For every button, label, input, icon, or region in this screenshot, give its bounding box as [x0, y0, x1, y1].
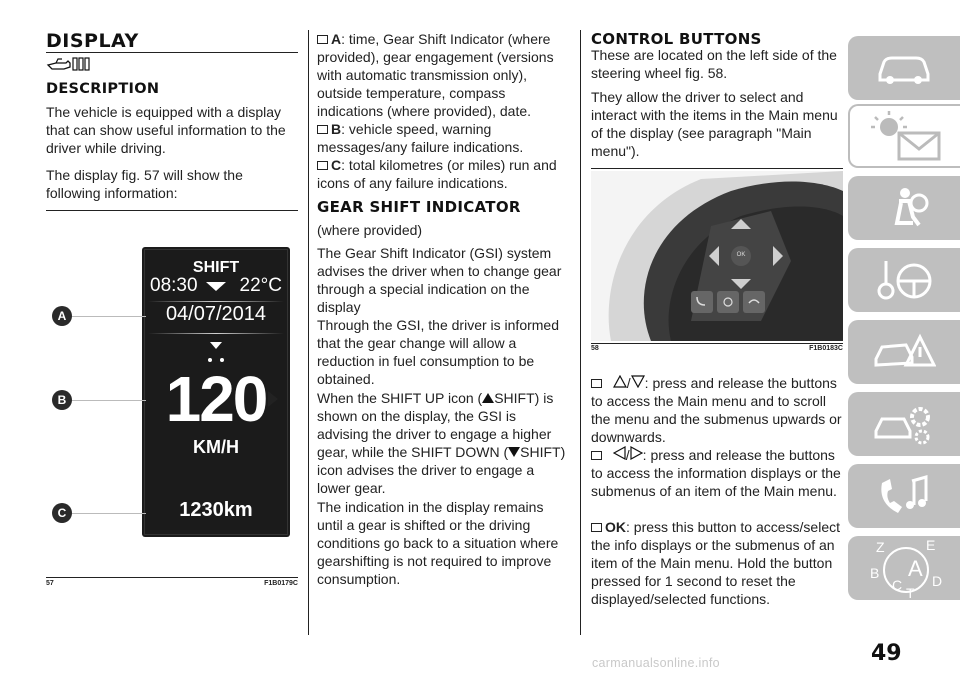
- display-temperature: 22°C: [239, 275, 282, 296]
- figure-bottom-rule: [46, 577, 298, 578]
- display-speed: 120: [165, 363, 267, 435]
- shift-label: SHIFT: [192, 259, 240, 276]
- tab-warning-lights[interactable]: [848, 104, 960, 168]
- airbag-seat-icon: [879, 185, 929, 231]
- figure-58-caption: [591, 345, 843, 352]
- index-letter-z: Z: [876, 539, 885, 555]
- index-letter-e: E: [926, 538, 936, 553]
- right-arrow-icon: [268, 391, 278, 407]
- column-divider-2: [580, 30, 581, 635]
- column-divider-1: [308, 30, 309, 635]
- shift-down-arrow-icon: [206, 282, 226, 292]
- figure-code: F1B0179C: [264, 580, 298, 587]
- up-arrow-outline-icon: [613, 375, 627, 388]
- bullet-icon: [317, 161, 328, 170]
- hand-pointing-icon: [46, 55, 96, 73]
- gsi-paragraph-1: (where provided): [317, 222, 423, 238]
- figure-code: F1B0183C: [809, 345, 843, 352]
- index-letter-d: D: [932, 573, 943, 589]
- page-number: 49: [871, 641, 902, 666]
- item-ok-text: : press this button to access/select the info displays or the submenus of an item of the Main menu. Hold the button pressed for 1 second to reset the displayed/selected functions.: [591, 519, 840, 607]
- car-gears-icon: [872, 401, 936, 447]
- gsi-paragraph-2: The Gear Shift Indicator (GSI) system advises the driver when to change gear through a special indication on the display: [317, 245, 562, 315]
- bullet-icon: [591, 523, 602, 532]
- warning-light-envelope-icon: [865, 111, 945, 161]
- gsi-paragraph-3: Through the GSI, the driver is informed that the gear change will allow a reduction in fuel consumption to be obtained.: [317, 317, 559, 387]
- figure-top-rule: [46, 210, 298, 211]
- up-down-text: : press and release the buttons to access the Main menu and to scroll the menu and the submenus upwards or downwards.: [591, 375, 842, 445]
- figure-number: 58: [591, 345, 599, 352]
- up-down-separator: /: [626, 375, 631, 391]
- item-c-label: C: [331, 157, 342, 173]
- figure-57-display: [46, 213, 298, 593]
- display-time: 08:30: [150, 275, 198, 296]
- item-a-text: : time, Gear Shift Indicator (where provided), gear engagement (versions with automatic transmission only), outside temperature, compass indications (where provided), date.: [317, 31, 554, 119]
- gsi-paragraph-4: [317, 389, 569, 497]
- item-b-label: B: [331, 121, 342, 137]
- item-left-right: [591, 446, 843, 500]
- item-ok: [591, 518, 843, 608]
- callout-b: B: [52, 390, 72, 410]
- gsi-p4-part-1: When the SHIFT UP icon (: [317, 390, 483, 406]
- tab-multimedia[interactable]: [848, 464, 960, 528]
- car-crash-warning-icon: [872, 329, 936, 375]
- shift-up-icon: [482, 393, 494, 403]
- section-title-gsi: GEAR SHIFT INDICATOR: [317, 198, 521, 216]
- display-date: 04/07/2014: [165, 303, 267, 325]
- item-up-down: [591, 374, 843, 446]
- callout-line-b: [70, 400, 146, 401]
- description-paragraph-1: The vehicle is equipped with a display that can show useful information to the driver while driving.: [46, 104, 286, 156]
- control-paragraph-1: These are located on the left side of the steering wheel fig. 58.: [591, 47, 837, 81]
- gsi-p4-part-2: SHIFT) is shown on the display, the GSI is advising the driver to engage a higher gear, while the SHIFT DOWN (: [317, 390, 554, 460]
- bullet-icon: [317, 125, 328, 134]
- figure-57-caption: [46, 580, 298, 587]
- item-a: [317, 30, 569, 120]
- right-arrow-outline-icon: [630, 446, 643, 460]
- bullet-icon: [591, 451, 602, 460]
- bullet-icon: [591, 379, 602, 388]
- figure-number: 57: [46, 580, 54, 587]
- watermark: carmanualsonline.info: [592, 656, 720, 670]
- index-letter-b: B: [870, 565, 880, 581]
- bullet-icon: [317, 35, 328, 44]
- key-steering-wheel-icon: [872, 257, 936, 303]
- item-b-text: : vehicle speed, warning messages/any failure indications.: [317, 121, 524, 155]
- shift-down-icon: [508, 447, 520, 457]
- phone-music-icon: [872, 473, 936, 519]
- gsi-paragraph-5: The indication in the display remains until a gear is shifted or the driving conditions go back to a situation where gearshifting is not required to improve consumption.: [317, 499, 559, 587]
- item-a-label: A: [331, 31, 342, 47]
- display-odometer: 1230km: [179, 499, 253, 521]
- tab-maintenance[interactable]: [848, 392, 960, 456]
- title-rule: [46, 52, 298, 53]
- tab-safety[interactable]: [848, 176, 960, 240]
- index-letter-t: T: [906, 585, 915, 598]
- section-title-description: DESCRIPTION: [46, 81, 160, 97]
- down-arrow-outline-icon: [631, 375, 645, 388]
- index-letter-a: A: [908, 556, 923, 581]
- figure-58-bottom-rule: [591, 343, 843, 344]
- car-icon: [874, 48, 934, 88]
- left-right-separator: /: [625, 447, 630, 463]
- left-arrow-outline-icon: [613, 446, 626, 460]
- steering-wheel-buttons-photo: [591, 171, 843, 341]
- display-separator-2: [148, 333, 284, 334]
- tab-car[interactable]: [848, 36, 960, 100]
- section-title-control-buttons: CONTROL BUTTONS: [591, 30, 762, 48]
- callout-c: C: [52, 503, 72, 523]
- callout-line-a: [70, 316, 146, 317]
- callout-line-c: [70, 513, 146, 514]
- tab-emergency[interactable]: [848, 320, 960, 384]
- item-c: [317, 156, 569, 192]
- left-right-text: : press and release the buttons to access the information displays or the submenus of an item of the Main menu.: [591, 447, 841, 499]
- item-c-text: : total kilometres (or miles) run and icons of any failure indications.: [317, 157, 557, 191]
- control-paragraph-2: They allow the driver to select and interact with the items in the Main menu of the display (see paragraph "Main menu").: [591, 89, 838, 159]
- callout-a: A: [52, 306, 72, 326]
- tab-index[interactable]: [848, 536, 960, 600]
- description-paragraph-2: The display fig. 57 will show the following information:: [46, 167, 243, 201]
- display-speed-unit: KM/H: [193, 437, 239, 457]
- index-letter-c: C: [892, 577, 903, 593]
- tab-starting-driving[interactable]: [848, 248, 960, 312]
- ok-button-label: OK: [736, 252, 746, 258]
- item-b: [317, 120, 569, 156]
- item-ok-label: OK: [605, 519, 626, 535]
- alphabet-index-icon: [864, 538, 944, 598]
- figure-58-steering-wheel: [591, 169, 843, 353]
- gsi-p4-part-3: SHIFT) icon advises the driver to engage a lower gear.: [317, 444, 566, 496]
- gear-indicator-icon: [206, 342, 226, 364]
- display-separator: [148, 301, 284, 302]
- section-title-display: DISPLAY: [46, 30, 139, 52]
